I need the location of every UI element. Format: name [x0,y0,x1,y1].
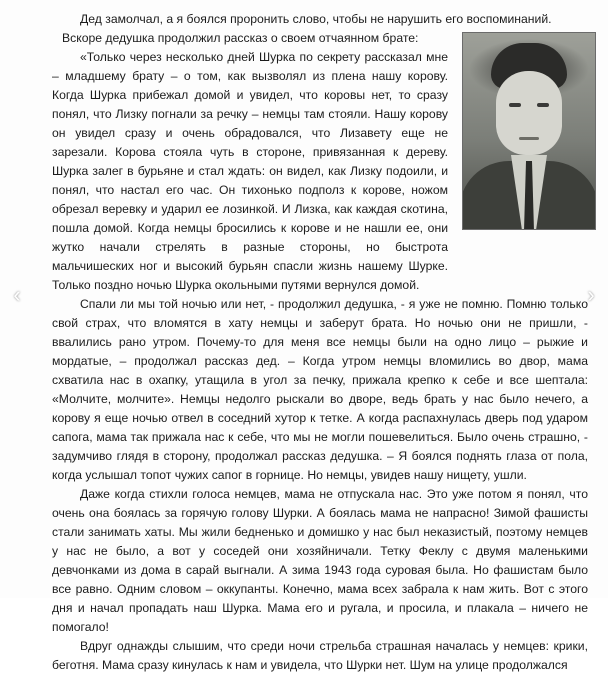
paragraph-3: «Только через несколько дней Шурка по секрету рассказал мне – младшему брату – о том, как вызволял из плена нашу корову. Когда Шурка прибежал домой и увидел, что коровы нет, то сразу понял, что Лизку погнали за речку – немцы там стояли. Нашу корову он увидел сразу и очень обрадовался, что Лизавету еще не зарезали. Корова стояла чуть в стороне, привязанная к дереву. Шурка залег в бурьяне и стал ждать: он видел, как Лизку подоили, и понял, что настал его час. Он тихонько подполз к корове, ножом обрезал веревку и ударил ее лозинкой. И Лизка, как каждая скотина, пошла домой. Когда немцы бросились к корове и не нашли ее, они жутко начали стрелять в разные стороны, но быстрота мальчишеских ног и высокий бурьян спасли жизнь нашему Шурке. Только поздно ночью Шурка окольными путями вернулся домой. [52,50,448,292]
story-text [52,10,588,675]
next-page-arrow-icon[interactable]: › [587,282,595,307]
paragraph-5: Даже когда стихли голоса немцев, мама не отпускала нас. Это уже потом я понял, что очень она боялась за горячую голову Шурки. А боялась мама не напрасно! Зимой фашисты стали занимать хаты. Мы жили бедненько и домишко у нас был неказистый, поэтому немцев у нас не было, а вот у соседей они хозяйничали. Тетку Феклу с двумя маленькими девчонками из дома в сарай выгнали. А зима 1943 года суровая была. Но фашистам было все равно. Одним словом – оккупанты. Конечно, мама всех забрала к нам жить. Вот с этого дня и начал пропадать наш Шурка. Мама его и ругала, и просила, и плакала – ничего не помогало! [52,487,588,634]
paragraph-6: Вдруг однажды слышим, что среди ночи стрельба страшная началась у немцев: крики, беготня. Мама сразу кинулась к нам и увидела, что Шурки нет. Шум на улице продолжался [52,639,588,672]
paragraph-4: Спали ли мы той ночью или нет, - продолжил дедушка, - я уже не помню. Помню только свой страх, что вломятся в хату немцы и заберут брата. Но ночью они не пришли, - ввалились рано утром. Почему-то для меня все немцы были на одно лицо – рыжие и мордатые, – продолжал рассказ дед. – Когда утром немцы вломились во двор, мама схватила нас в охапку, утащила в угол за печку, прижала крепко к себе и все шептала: «Молчите, молчите». Немцы недолго рыскали во дворе, ведь брать у нас было нечего, а корову я еще ночью отвел в соседний хутор к тетке. А когда распахнулась дверь под ударом сапога, мама так прижала нас к себе, что мы не могли пошевелиться. Было очень страшно, - задумчиво глядя в сторону, продолжал рассказ дедушка. – Я боялся поднять глаза от пола, когда услышал топот чужих сапог в горнице. Но немцы, увидев нашу нищету, ушли. [52,297,588,482]
previous-page-arrow-icon[interactable]: ‹ [13,282,21,307]
paragraph-1: Дед замолчал, а я боялся проронить слово, чтобы не нарушить его воспоминаний. [80,12,552,26]
paragraph-2: Вскоре дедушка продолжил рассказ о своем отчаянном брате: [62,31,419,45]
